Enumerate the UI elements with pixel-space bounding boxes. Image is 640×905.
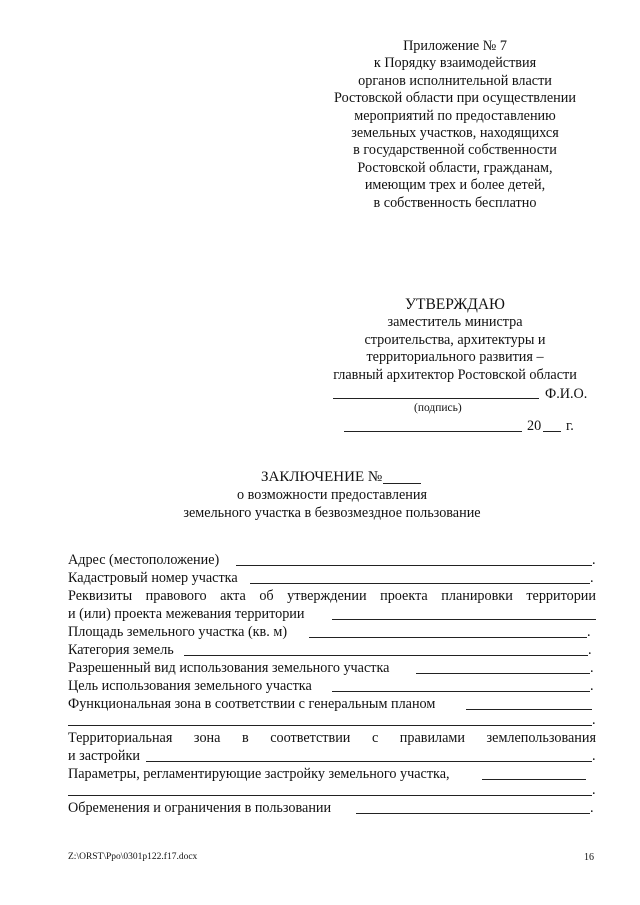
appendix-line: к Порядку взаимодействия [373,55,537,72]
approval-line: территориального развития – [366,349,544,366]
field-parameters: Параметры, регламентирующие застройку земельного участка, [68,766,596,784]
field-area: Площадь земельного участка (кв. м) . [68,624,591,640]
field-address: Адрес (местоположение) . [68,552,596,568]
requisites-input-line[interactable] [332,619,596,620]
date-line [344,431,522,432]
field-parameters-cont: . [68,782,596,800]
encumbrances-input-line[interactable] [356,813,590,814]
approval-line: главный архитектор Ростовской области [333,366,577,383]
functional-zone-input-line[interactable] [466,709,592,710]
conclusion-title: ЗАКЛЮЧЕНИЕ № [261,469,383,485]
appendix-line: органов исполнительной власти [358,72,552,89]
cadastral-input-line[interactable] [250,583,590,584]
field-functional-zone: Функциональная зона в соответствии с генеральным планом [68,696,596,714]
field-permitted-use: Разрешенный вид использования земельного участка . [68,660,594,676]
field-territorial-zone-cont: и застройки . [68,748,596,764]
approver-name: Ф.И.О. [545,386,588,402]
functional-zone-input-line-2[interactable] [68,725,592,726]
field-category: Категория земель . [68,642,592,658]
date-year-prefix: 20 [527,418,542,434]
field-functional-zone-cont: . [68,712,596,730]
appendix-line: земельных участков, находящихся [351,125,559,142]
signature-caption: (подпись) [414,402,462,414]
approval-block [300,296,610,384]
footer-page-number: 16 [584,852,594,863]
date-year-blank [543,431,561,432]
appendix-line: Приложение № 7 [403,38,507,54]
purpose-input-line[interactable] [332,691,590,692]
footer-file-path: Z:\ORST\Ppo\0301p122.f17.docx [68,852,198,862]
approval-line: строительства, архитектуры и [364,331,546,348]
category-input-line[interactable] [184,655,588,656]
address-input-line[interactable] [236,565,592,566]
field-requisites-cont: и (или) проекта межевания территории [68,606,596,624]
appendix-header [300,38,610,212]
area-input-line[interactable] [309,637,587,638]
appendix-line: Ростовской области, гражданам, [357,159,553,176]
territorial-zone-input-line[interactable] [146,761,592,762]
field-purpose: Цель использования земельного участка . [68,678,594,694]
appendix-line: в государственной собственности [353,142,557,159]
conclusion-subtitle: земельного участка в безвозмездное пользование [183,505,481,521]
conclusion-number-line [383,483,421,484]
conclusion-subtitle: о возможности предоставления [237,487,427,503]
appendix-line: имеющим трех и более детей, [364,177,546,194]
approval-title: УТВЕРЖДАЮ [405,296,505,313]
date-year-suffix: г. [566,418,574,434]
signature-line [333,398,539,399]
permitted-use-input-line[interactable] [416,673,590,674]
approval-line: заместитель министра [387,314,523,331]
parameters-input-line-2[interactable] [68,795,592,796]
field-encumbrances: Обременения и ограничения в пользовании . [68,800,594,816]
appendix-line: в собственность бесплатно [373,194,537,211]
parameters-input-line[interactable] [482,779,586,780]
appendix-line: Ростовской области при осуществлении [334,90,576,107]
field-cadastral: Кадастровый номер участка . [68,570,594,586]
appendix-line: мероприятий по предоставлению [354,107,556,124]
field-requisites: Реквизиты правового акта об утверждении проекта планировки территории [68,588,596,604]
field-territorial-zone: Территориальная зона в соответствии с правилами землепользования [68,730,596,746]
